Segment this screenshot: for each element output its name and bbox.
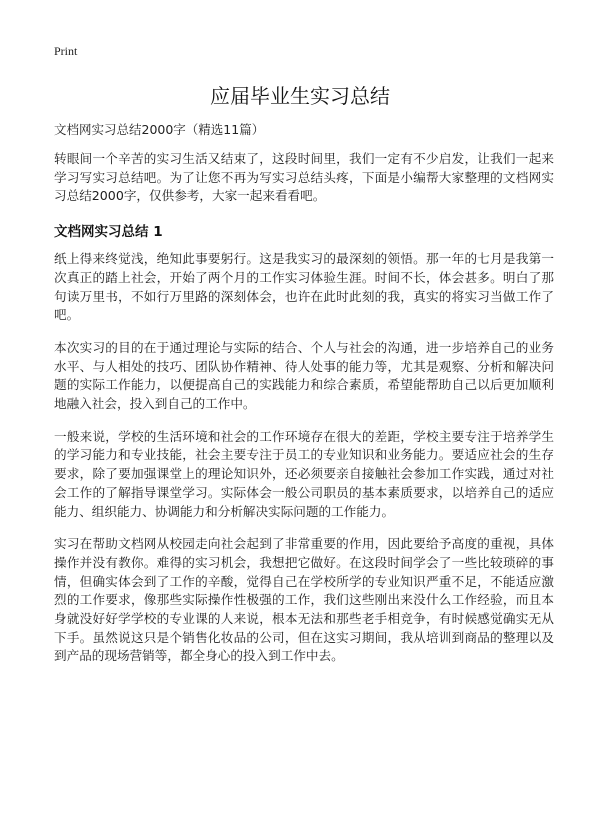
print-link[interactable]: Print (54, 44, 78, 58)
document-subtitle: 文档网实习总结2000字（精选11篇） (54, 122, 265, 137)
page-title: 应届毕业生实习总结 (210, 84, 390, 108)
section-heading: 文档网实习总结 1 (54, 224, 163, 241)
body-paragraph: 实习在帮助文档网从校园走向社会起到了非常重要的作用，因此要给予高度的重视，具体操作并没有教你。难得的实习机会，我想把它做好。在这段时间学会了一些比较琐碎的事情，但确实体会到了工作的辛酸，觉得自己在学校所学的专业知识严重不足，不能适应激烈的工作要求，像那些实际操作性极强的工作，我们这些刚出来没什么工作经验，而且本身就没好好学学校的专业课的人来说，根本无法和那些老手相竞争，有时候感觉确实无从下手。虽然说这只是个销售化妆品的公司，但在这实习期间，我从培训到商品的整理以及到产品的现场营销等，都全身心的投入到工作中去。 (54, 536, 554, 664)
article-body (54, 150, 554, 680)
body-paragraph: 一般来说，学校的生活环境和社会的工作环境存在很大的差距，学校主要专注于培养学生的学习能力和专业技能，社会主要专注于员工的专业知识和业务能力。要适应社会的生存要求，除了要加强课堂上的理论知识外，还必须要亲自接触社会参加工作实践，通过对社会工作的了解指导课堂学习。实际体会一般公司职员的基本素质要求，以培养自己的适应能力、组织能力、协调能力和分析解决实际问题的工作能力。 (54, 428, 554, 519)
body-paragraph: 本次实习的目的在于通过理论与实际的结合、个人与社会的沟通，进一步培养自己的业务水平、与人相处的技巧、团队协作精神、待人处事的能力等，尤其是观察、分析和解决问题的实际工作能力，以便提高自己的实践能力和综合素质，希望能帮助自己以后更加顺利地融入社会，投入到自己的工作中。 (54, 339, 554, 412)
body-paragraph: 纸上得来终觉浅，绝知此事要躬行。这是我实习的最深刻的领悟。那一年的七月是我第一次真正的踏上社会，开始了两个月的工作实习体验生涯。时间不长，体会甚多。明白了那句读万里书，不如行万里路的深刻体会，也许在此时此刻的我，真实的将实习当做工作了吧。 (54, 251, 554, 323)
intro-paragraph: 转眼间一个辛苦的实习生活又结束了，这段时间里，我们一定有不少启发，让我们一起来学习写实习总结吧。为了让您不再为写实习总结头疼，下面是小编帮大家整理的文档网实习总结2000字，仅供参考，大家一起来看看吧。 (54, 151, 554, 204)
